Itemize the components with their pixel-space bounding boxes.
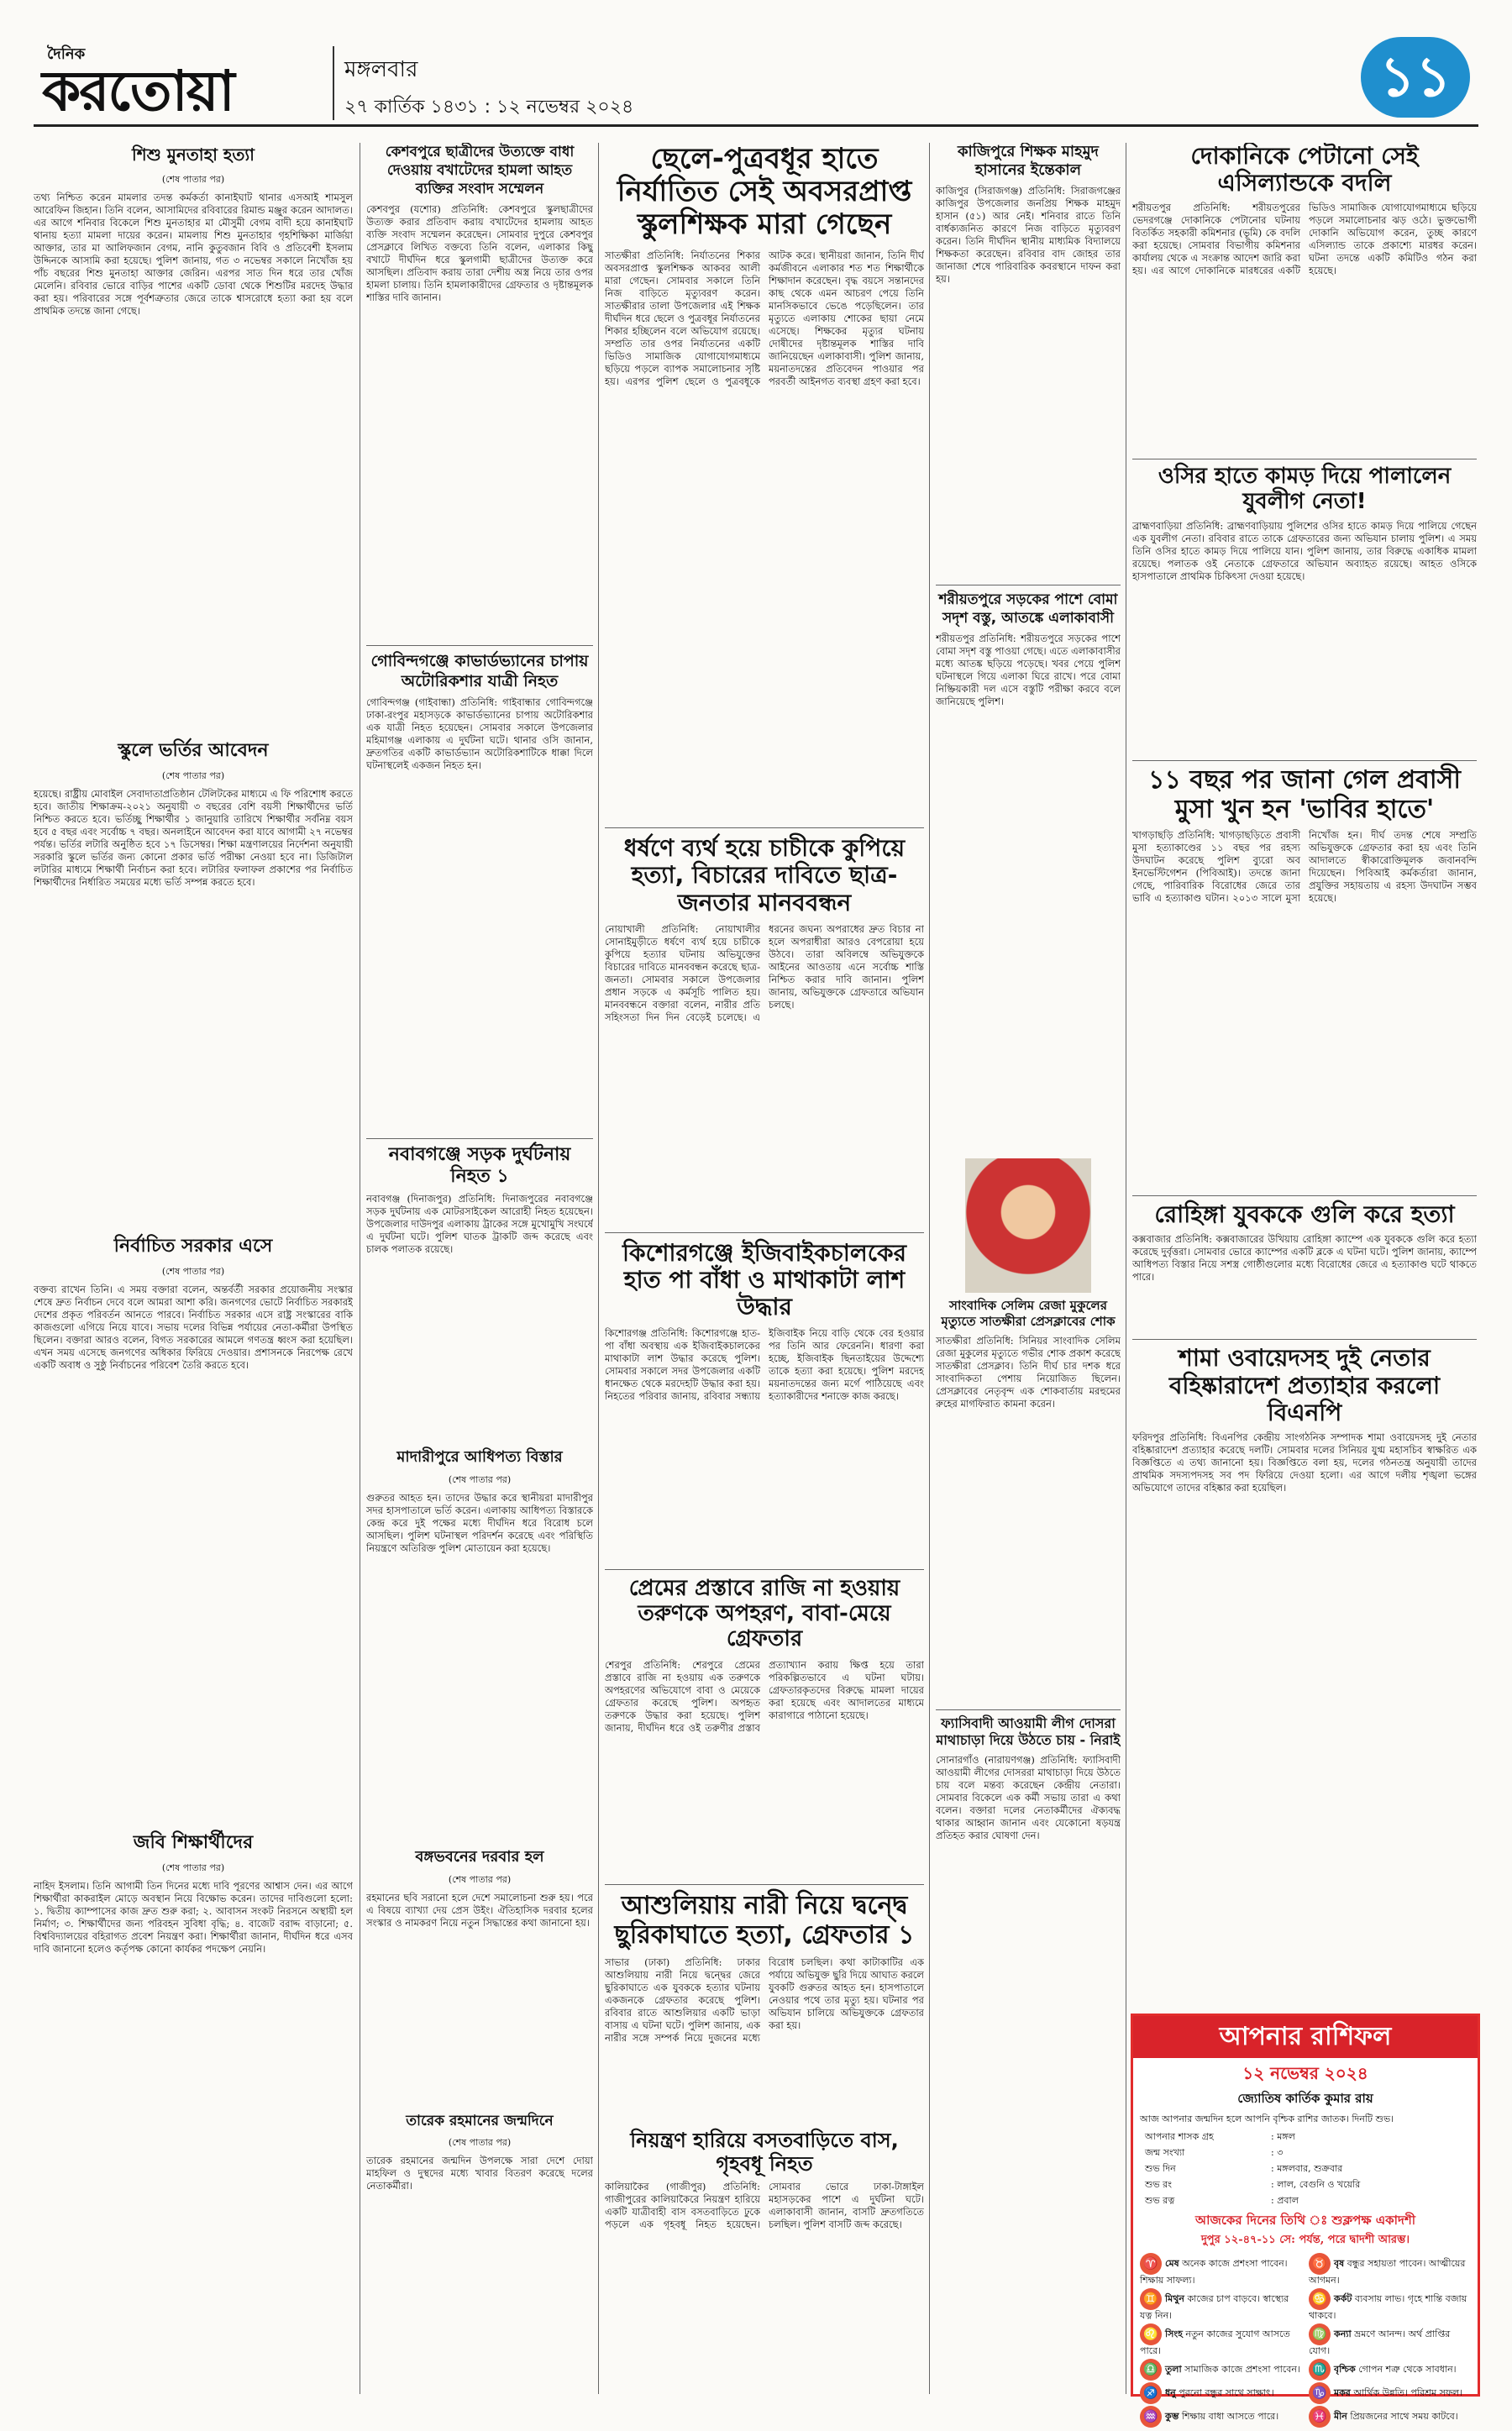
zodiac-icon: ♉ bbox=[1309, 2253, 1331, 2275]
zodiac-icon: ♎ bbox=[1140, 2359, 1162, 2381]
article-body: খাগড়াছড়ি প্রতিনিধি: খাগড়াছড়িতে প্রবাসী মুসা হত্যাকাণ্ডের ১১ বছর পর রহস্য উদঘাটন করেছে পুলিশ ব্যুরো অব ইনভেস্টিগেশন (পিবিআই)। তদন্তে জানা গেছে, পারিবারিক বিরোধের জেরে তার ভাবি এ হত্যাকাণ্ড ঘটান। ২০১৩ সালে মুসা নিখোঁজ হন। দীর্ঘ তদন্ত শেষে সম্প্রতি অভিযুক্তকে গ্রেফতার করা হয় এবং তিনি আদালতে স্বীকারোক্তিমূলক জবানবন্দি দিয়েছেন। পিবিআই কর্মকর্তারা জানান, প্রযুক্তির সহায়তায় এ রহস্য উদঘাটন সম্ভব হয়েছে। bbox=[1132, 829, 1477, 905]
article-body: কক্সবাজার প্রতিনিধি: কক্সবাজারের উখিয়ায় রোহিঙ্গা ক্যাম্পে এক যুবককে গুলি করে হত্যা করেছে দুর্বৃত্তরা। সোমবার ভোরে ক্যাম্পের একটি ব্লকে এ ঘটনা ঘটে। পুলিশ জানায়, ক্যাম্পে আধিপত্য বিস্তার নিয়ে সশস্ত্র গোষ্ঠীগুলোর মধ্যে বিরোধের জেরে এ হত্যাকাণ্ড ঘটে থাকতে পারে। bbox=[1132, 1233, 1477, 1284]
article-body: গুরুতর আহত হন। তাদের উদ্ধার করে স্থানীয়রা মাদারীপুর সদর হাসপাতালে ভর্তি করেন। এলাকায় আধিপত্য বিস্তারকে কেন্দ্র করে দুই পক্ষের মধ্যে দীর্ঘদিন ধরে বিরোধ চলে আসছিল। পুলিশ ঘটনাস্থল পরিদর্শন করেছে এবং পরিস্থিতি নিয়ন্ত্রণে অতিরিক্ত পুলিশ মোতায়েন করা হয়েছে। bbox=[366, 1492, 593, 1554]
horoscope-table-row bbox=[1145, 2193, 1466, 2209]
column-rule bbox=[929, 143, 930, 2394]
article-divider bbox=[1132, 1195, 1477, 1196]
article-divider bbox=[1132, 760, 1477, 761]
zodiac-text: শিক্ষায় বাধা আসতে পারে। bbox=[1179, 2411, 1279, 2422]
headline-bangabhaban: বঙ্গভবনের দরবার হল bbox=[415, 1848, 544, 1866]
zodiac-name: মিথুন bbox=[1165, 2293, 1184, 2304]
article-divider bbox=[605, 1569, 924, 1570]
horoscope-table-row bbox=[1145, 2177, 1466, 2193]
headline-musa: ১১ বছর পর জানা গেল প্রবাসী মুসা খুন হন 'ভাবির হাতে' bbox=[1148, 765, 1461, 824]
horoscope-value: : প্রবাল bbox=[1271, 2195, 1299, 2206]
zodiac-name: তুলা bbox=[1165, 2364, 1182, 2375]
zodiac-icon: ♐ bbox=[1140, 2382, 1162, 2404]
article-body: ব্রাহ্মণবাড়িয়া প্রতিনিধি: ব্রাহ্মণবাড়িয়ায় পুলিশের ওসির হাতে কামড় দিয়ে পালিয়ে গেছেন এক যুবলীগ নেতা। রবিবার রাতে তাকে গ্রেফতারের জন্য অভিযান চালায় পুলিশ। এ সময় তিনি ওসির হাতে কামড় দিয়ে পালিয়ে যান। পুলিশ জানায়, তার বিরুদ্ধে একাধিক মামলা রয়েছে। পলাতক ওই নেতাকে গ্রেফতারে অভিযান অব্যাহত রয়েছে। আহত ওসিকে হাসপাতালে প্রাথমিক চিকিৎসা দেওয়া হয়েছে। bbox=[1132, 520, 1477, 583]
masthead-rule bbox=[34, 124, 1478, 127]
horoscope-key: শুভ রং bbox=[1145, 2179, 1172, 2190]
zodiac-entry bbox=[1140, 2288, 1302, 2322]
zodiac-icon: ♊ bbox=[1140, 2288, 1162, 2310]
center-columns bbox=[605, 143, 924, 2394]
article-body: সাভার (ঢাকা) প্রতিনিধি: ঢাকার আশুলিয়ায় নারী নিয়ে দ্বন্দ্বের জেরে ছুরিকাঘাতে এক যুবককে হত্যার ঘটনায় একজনকে গ্রেফতার করেছে পুলিশ। রবিবার রাতে আশুলিয়ার একটি ভাড়া বাসায় এ ঘটনা ঘটে। পুলিশ জানায়, এক নারীর সঙ্গে সম্পর্ক নিয়ে দুজনের মধ্যে বিরোধ চলছিল। কথা কাটাকাটির এক পর্যায়ে অভিযুক্ত ছুরি দিয়ে আঘাত করলে যুবকটি গুরুতর আহত হন। হাসপাতালে নেওয়ার পথে তার মৃত্যু হয়। ঘটনার পর অভিযান চালিয়ে অভিযুক্তকে গ্রেফতার করা হয়। bbox=[605, 1956, 924, 2045]
zodiac-name: কুম্ভ bbox=[1165, 2411, 1179, 2422]
zodiac-icon: ♋ bbox=[1309, 2288, 1331, 2310]
headline-oc-bite: ওসির হাতে কামড় দিয়ে পালালেন যুবলীগ নেতা! bbox=[1158, 464, 1452, 515]
zodiac-name: মীন bbox=[1334, 2411, 1347, 2422]
article-body: হয়েছে। রাষ্ট্রীয় মোবাইল সেবাদাতাপ্রতিষ্ঠান টেলিটকের মাধ্যমে এ ফি পরিশোধ করতে হবে। জাতীয় শিক্ষাক্রম-২০২১ অনুযায়ী ৩ বছরের বেশি বয়সী শিক্ষার্থীদের ভর্তি নিশ্চিত করতে হবে। ভর্তিচ্ছু শিক্ষার্থীর ১ জানুয়ারি তারিখে শিক্ষার্থীর সর্বনিম্ন বয়স হবে ৫ বছর এবং সর্বোচ্চ ৭ বছর। অনলাইনে আবেদন করা যাবে আগামী ২৭ নভেম্বর পর্যন্ত। ভর্তির লটারি অনুষ্ঠিত হবে ১৭ ডিসেম্বর। শিক্ষা মন্ত্রণালয়ের নির্দেশনা অনুযায়ী সরকারি স্কুলে ভর্তির জন্য কোনো প্রকার ভর্তি পরীক্ষা নেওয়া হবে না। ডিজিটাল লটারির মাধ্যমে শিক্ষার্থী নির্বাচন করা হবে। লটারির ফলাফল প্রকাশের পর নির্বাচিত শিক্ষার্থীদের নির্ধারিত সময়ের মধ্যে ভর্তি সম্পন্ন করতে হবে। bbox=[34, 788, 353, 888]
zodiac-icon: ♓ bbox=[1309, 2406, 1331, 2428]
zodiac-text: সামাজিক কাজে প্রশংসা পাবেন। bbox=[1181, 2364, 1300, 2375]
horoscope-key: জন্ম সংখ্যা bbox=[1145, 2147, 1185, 2158]
article-body: তারেক রহমানের জন্মদিন উপলক্ষে সারা দেশে দোয়া মাহফিল ও দুস্থদের মধ্যে খাবার বিতরণ করেছে দলের নেতাকর্মীরা। bbox=[366, 2155, 593, 2192]
zodiac-name: কর্কট bbox=[1334, 2293, 1352, 2304]
article-body: নবাবগঞ্জ (দিনাজপুর) প্রতিনিধি: দিনাজপুরের নবাবগঞ্জে সড়ক দুর্ঘটনায় এক মোটরসাইকেল আরোহী নিহত হয়েছেন। উপজেলার দাউদপুর এলাকায় ট্রাকের সঙ্গে মুখোমুখি সংঘর্ষে এ দুর্ঘটনা ঘটে। পুলিশ ঘাতক ট্রাকটি জব্দ করেছে এবং চালক পলাতক রয়েছে। bbox=[366, 1193, 593, 1255]
headline-nawabganj: নবাবগঞ্জে সড়ক দুর্ঘটনায় নিহত ১ bbox=[388, 1144, 571, 1187]
masthead bbox=[0, 0, 1512, 126]
lead-article-body: সাতক্ষীরা প্রতিনিধি: নির্যাতনের শিকার অবসরপ্রাপ্ত স্কুলশিক্ষক আকবর আলী মারা গেছেন। সোমবার সকালে তিনি নিজ বাড়িতে মৃত্যুবরণ করেন। সাতক্ষীরার তালা উপজেলার এই শিক্ষক দীর্ঘদিন ধরে ছেলে ও পুত্রবধূর নির্যাতনের শিকার হচ্ছিলেন বলে অভিযোগ রয়েছে। সম্প্রতি তার ওপর নির্যাতনের একটি ভিডিও সামাজিক যোগাযোগমাধ্যমে ছড়িয়ে পড়লে ব্যাপক সমালোচনার সৃষ্টি হয়। এরপর পুলিশ ছেলে ও পুত্রবধূকে আটক করে। স্থানীয়রা জানান, তিনি দীর্ঘ কর্মজীবনে এলাকার শত শত শিক্ষার্থীকে শিক্ষাদান করেছেন। বৃদ্ধ বয়সে সন্তানদের কাছ থেকে এমন আচরণ পেয়ে তিনি মানসিকভাবে ভেঙে পড়েছিলেন। তার মৃত্যুতে এলাকায় শোকের ছায়া নেমে এসেছে। শিক্ষকের মৃত্যুর ঘটনায় দোষীদের দৃষ্টান্তমূলক শাস্তির দাবি জানিয়েছেন এলাকাবাসী। পুলিশ জানায়, ময়নাতদন্তের প্রতিবেদন পাওয়ার পর পরবর্তী আইনগত ব্যবস্থা গ্রহণ করা হবে। bbox=[605, 249, 924, 388]
article-body: শেরপুর প্রতিনিধি: শেরপুরে প্রেমের প্রস্তাবে রাজি না হওয়ায় এক তরুণকে অপহরণের অভিযোগে বাবা ও মেয়েকে গ্রেফতার করেছে পুলিশ। অপহৃত তরুণকে উদ্ধার করা হয়েছে। পুলিশ জানায়, দীর্ঘদিন ধরে ওই তরুণীর প্রস্তাব প্রত্যাখ্যান করায় ক্ষিপ্ত হয়ে তারা পরিকল্পিতভাবে এ ঘটনা ঘটায়। গ্রেফতারকৃতদের বিরুদ্ধে মামলা দায়ের করা হয়েছে এবং আদালতের মাধ্যমে কারাগারে পাঠানো হয়েছে। bbox=[605, 1659, 924, 1735]
zodiac-text: ভ্রমণে আনন্দ। অর্থ প্রাপ্তির যোগ। bbox=[1309, 2329, 1451, 2356]
column-rule bbox=[598, 143, 599, 2394]
zodiac-entry bbox=[1140, 2406, 1302, 2428]
tithi-time: দুপুর ১২-৪৭-১১ সে: পর্যন্ত, পরে দ্বাদশী আরম্ভ। bbox=[1200, 2234, 1410, 2246]
headline-awami-league: ফ্যাসিবাদী আওয়ামী লীগ দোসরা মাথাচাড়া দিয়ে উঠতে চায় - নিরাই bbox=[936, 1715, 1121, 1748]
continuation-note: (শেষ পাতার পর) bbox=[161, 770, 225, 781]
zodiac-entry bbox=[1309, 2406, 1471, 2428]
headline-kaliakair: নিয়ন্ত্রণ হারিয়ে বসতবাড়িতে বাস, গৃহবধূ নিহত bbox=[630, 2129, 899, 2176]
zodiac-entry bbox=[1140, 2323, 1302, 2357]
article-body: নোয়াখালী প্রতিনিধি: নোয়াখালীর সোনাইমুড়ীতে ধর্ষণে ব্যর্থ হয়ে চাচীকে কুপিয়ে হত্যার ঘটনায় অভিযুক্তের বিচারের দাবিতে মানববন্ধন করেছে ছাত্র-জনতা। সোমবার সকালে উপজেলার প্রধান সড়কে এ কর্মসূচি পালিত হয়। মানববন্ধনে বক্তারা বলেন, নারীর প্রতি সহিংসতা দিন দিন বেড়েই চলেছে। এ ধরনের জঘন্য অপরাধের দ্রুত বিচার না হলে অপরাধীরা আরও বেপরোয়া হয়ে উঠবে। তারা অবিলম্বে অভিযুক্তকে আইনের আওতায় এনে সর্বোচ্চ শাস্তি নিশ্চিত করার দাবি জানান। পুলিশ জানায়, অভিযুক্তকে গ্রেফতারে অভিযান চলছে। bbox=[605, 922, 924, 1023]
issue-day: মঙ্গলবার bbox=[344, 57, 418, 82]
headline-jnu-students: জবি শিক্ষার্থীদের bbox=[133, 1832, 254, 1853]
headline-munataha: শিশু মুনতাহা হত্যা bbox=[132, 144, 255, 165]
zodiac-entry bbox=[1309, 2359, 1471, 2381]
zodiac-text: নতুন কাজের সুযোগ আসতে পারে। bbox=[1140, 2329, 1290, 2356]
zodiac-name: মেষ bbox=[1165, 2258, 1179, 2269]
horoscope-value: : মঙ্গলবার, শুক্রবার bbox=[1271, 2163, 1343, 2174]
headline-rohingya: রোহিঙ্গা যুবককে গুলি করে হত্যা bbox=[1154, 1200, 1455, 1229]
article-divider bbox=[605, 827, 924, 828]
horoscope-value: : মঙ্গল bbox=[1271, 2131, 1295, 2142]
article-body: সাতক্ষীরা প্রতিনিধি: সিনিয়র সাংবাদিক সেলিম রেজা মুকুলের মৃত্যুতে গভীর শোক প্রকাশ করেছে সাতক্ষীরা প্রেসক্লাব। তিনি দীর্ঘ চার দশক ধরে সাংবাদিকতা পেশায় নিয়োজিত ছিলেন। প্রেসক্লাবের নেতৃবৃন্দ এক শোকবার্তায় মরহুমের রুহের মাগফিরাত কামনা করেন। bbox=[936, 1335, 1121, 1410]
zodiac-entry bbox=[1140, 2359, 1302, 2381]
article-divider bbox=[605, 1884, 924, 1885]
article-body: শরীয়তপুর প্রতিনিধি: শরীয়তপুরে সড়কের পাশে বোমা সদৃশ বস্তু পাওয়া গেছে। এতে এলাকাবাসীর মধ্যে আতঙ্ক ছড়িয়ে পড়েছে। খবর পেয়ে পুলিশ ঘটনাস্থলে গিয়ে এলাকা ঘিরে রাখে। পরে বোমা নিষ্ক্রিয়কারী দল এসে বস্তুটি পরীক্ষা করবে বলে জানিয়েছে পুলিশ। bbox=[936, 633, 1121, 707]
zodiac-text: প্রিয়জনের সাথে সময় কাটবে। bbox=[1347, 2411, 1458, 2422]
masthead-divider bbox=[333, 46, 334, 120]
headline-elected-government: নির্বাচিত সরকার এসে bbox=[113, 1236, 273, 1257]
article-divider bbox=[605, 1232, 924, 1233]
continuation-note: (শেষ পাতার পর) bbox=[448, 2137, 512, 2148]
horoscope-key: শুভ দিন bbox=[1145, 2163, 1176, 2174]
column-4 bbox=[936, 143, 1121, 2394]
horoscope-value: : ৩ bbox=[1271, 2147, 1284, 2158]
horoscope-table bbox=[1133, 2129, 1478, 2209]
zodiac-icon: ♌ bbox=[1140, 2323, 1162, 2345]
journalist-photo bbox=[965, 1158, 1091, 1293]
horoscope-title: আপনার রাশিফল bbox=[1133, 2016, 1478, 2058]
zodiac-icon: ♈ bbox=[1140, 2253, 1162, 2275]
article-divider bbox=[366, 1138, 593, 1139]
article-body: শরীয়তপুর প্রতিনিধি: শরীয়তপুরের ভেদরগঞ্জে দোকানিকে পেটানোর ঘটনায় বিতর্কিত সহকারী কমিশনার (ভূমি) কে বদলি করা হয়েছে। সোমবার বিভাগীয় কমিশনার কার্যালয় থেকে এ সংক্রান্ত আদেশ জারি করা হয়। এর আগে দোকানিকে মারধরের একটি ভিডিও সামাজিক যোগাযোগমাধ্যমে ছড়িয়ে পড়লে সমালোচনার ঝড় ওঠে। ভুক্তভোগী দোকানি অভিযোগ করেন, তুচ্ছ কারণে এসিল্যান্ড তাকে প্রকাশ্যে মারধর করেন। ঘটনা তদন্তে একটি কমিটিও গঠন করা হয়েছে। bbox=[1132, 202, 1477, 277]
headline-shama-obaed: শামা ওবায়েদসহ দুই নেতার বহিষ্কারাদেশ প্রত্যাহার করলো বিএনপি bbox=[1168, 1344, 1441, 1426]
horoscope-key: আপনার শাসক গ্রহ bbox=[1145, 2131, 1214, 2142]
headline-shariatpur: শরীয়তপুরে সড়কের পাশে বোমা সদৃশ বস্তু, আতঙ্কে এলাকাবাসী bbox=[938, 591, 1118, 627]
zodiac-icon: ♍ bbox=[1309, 2323, 1331, 2345]
zodiac-text: পুরনো বন্ধুর সাথে সাক্ষাৎ। bbox=[1175, 2387, 1274, 2398]
article-body: কাজিপুর (সিরাজগঞ্জ) প্রতিনিধি: সিরাজগঞ্জের কাজিপুর উপজেলার জনপ্রিয় শিক্ষক মাহমুদ হাসান (৫১) আর নেই। শনিবার রাতে তিনি বার্ধক্যজনিত কারণে নিজ বাড়িতে মৃত্যুবরণ করেন। তিনি দীর্ঘদিন স্থানীয় মাধ্যমিক বিদ্যালয়ে শিক্ষকতা করেছেন। রবিবার বাদ জোহর তার জানাজা শেষে পারিবারিক কবরস্থানে দাফন করা হয়। bbox=[936, 185, 1121, 285]
continuation-note: (শেষ পাতার পর) bbox=[161, 1862, 225, 1873]
horoscope-table-row bbox=[1145, 2145, 1466, 2161]
page-number-badge: ১১ bbox=[1361, 37, 1470, 118]
article-divider bbox=[366, 645, 593, 646]
article-divider bbox=[1132, 1339, 1477, 1340]
zodiac-entry bbox=[1309, 2323, 1471, 2357]
headline-school-admission: স্কুলে ভর্তির আবেদন bbox=[118, 740, 269, 761]
article-body: কেশবপুর (যশোর) প্রতিনিধি: কেশবপুরে স্কুলছাত্রীদের উত্যক্ত করার প্রতিবাদ করায় বখাটেদের হামলায় আহত ব্যক্তি সংবাদ সম্মেলন করেছেন। সোমবার দুপুরে কেশবপুর প্রেসক্লাবে লিখিত বক্তব্যে তিনি বলেন, এলাকার কিছু বখাটে দীর্ঘদিন ধরে স্কুলগামী ছাত্রীদের উত্যক্ত করে আসছিল। প্রতিবাদ করায় তারা দেশীয় অস্ত্র নিয়ে তার ওপর হামলা চালায়। তিনি হামলাকারীদের গ্রেফতার ও দৃষ্টান্তমূলক শাস্তির দাবি জানান। bbox=[366, 203, 593, 303]
issue-date: ২৭ কার্তিক ১৪৩১ : ১২ নভেম্বর ২০২৪ bbox=[344, 97, 634, 118]
zodiac-text: ব্যবসায় লাভ। গৃহে শান্তি বজায় থাকবে। bbox=[1309, 2293, 1467, 2321]
headline-ashulia: আশুলিয়ায় নারী নিয়ে দ্বন্দ্বে ছুরিকাঘাতে হত্যা, গ্রেফতার ১ bbox=[614, 1891, 915, 1950]
zodiac-entry bbox=[1309, 2253, 1471, 2287]
zodiac-name: কন্যা bbox=[1334, 2329, 1352, 2339]
horoscope-table-row bbox=[1145, 2161, 1466, 2177]
continuation-note: (শেষ পাতার পর) bbox=[448, 1874, 512, 1885]
zodiac-name: মকর bbox=[1334, 2387, 1351, 2398]
article-body: তথ্য নিশ্চিত করেন মামলার তদন্ত কর্মকর্তা কানাইঘাট থানার এসআই শামসুল আরেফিন জিহান। তিনি বলেন, আসামিদের রবিবারের রিমান্ড মঞ্জুর করেন আদালত। এর আগে শনিবার বিকেলে শিশু মুনতাহার মা মৌসুমী বেগম বাদী হয়ে কানাইঘাট থানায় হত্যা মামলা দায়ের করেন। মামলায় শিশু মুনতাহার গৃহশিক্ষিকা মার্জিয়া আক্তার, তার মা আলিফজান বেগম, নানি কুতুবজান বিবি ও প্রতিবেশী ইসলাম উদ্দিনকে আসামি করা হয়েছে। পুলিশ জানায়, গত ৩ নভেম্বর সকালে নিখোঁজ হয় পাঁচ বছরের শিশু মুনতাহা আক্তার জেরিন। এরপর সাত দিন ধরে তার খোঁজ মেলেনি। রবিবার ভোরে বাড়ির পাশের একটি ডোবা থেকে শিশুটির মরদেহ উদ্ধার করা হয়। পরিবারের সঙ্গে পূর্বশত্রুতার জেরে তাকে শ্বাসরোধে হত্যা করা হয় বলে প্রাথমিক তদন্তে জানা গেছে। bbox=[34, 192, 353, 317]
headline-kishoreganj: কিশোরগঞ্জে ইজিবাইকচালকের হাত পা বাঁধা ও মাথাকাটা লাশ উদ্ধার bbox=[622, 1238, 907, 1321]
zodiac-icon: ♒ bbox=[1140, 2406, 1162, 2428]
zodiac-name: বৃশ্চিক bbox=[1334, 2364, 1356, 2375]
article-body: কিশোরগঞ্জ প্রতিনিধি: কিশোরগঞ্জে হাত-পা বাঁধা অবস্থায় এক ইজিবাইকচালকের মাথাকাটা লাশ উদ্ধার করেছে পুলিশ। সোমবার সকালে সদর উপজেলার একটি ধানক্ষেত থেকে মরদেহটি উদ্ধার করা হয়। নিহতের পরিবার জানায়, রবিবার সন্ধ্যায় ইজিবাইক নিয়ে বাড়ি থেকে বের হওয়ার পর তিনি আর ফেরেননি। ধারণা করা হচ্ছে, ইজিবাইক ছিনতাইয়ের উদ্দেশ্যে তাকে হত্যা করা হয়েছে। পুলিশ মরদেহ ময়নাতদন্তের জন্য মর্গে পাঠিয়েছে এবং হত্যাকারীদের শনাক্তে কাজ করছে। bbox=[605, 1327, 924, 1403]
article-divider bbox=[936, 1709, 1121, 1710]
continuation-note: (শেষ পাতার পর) bbox=[161, 174, 225, 185]
headline-tarique: তারেক রহমানের জন্মদিনে bbox=[406, 2113, 554, 2129]
headline-keshabpur: কেশবপুরে ছাত্রীদের উত্যক্তে বাধা দেওয়ায় বখাটেদের হামলা আহত ব্যক্তির সংবাদ সম্মেলন bbox=[385, 144, 575, 197]
article-body: গোবিন্দগঞ্জ (গাইবান্ধা) প্রতিনিধি: গাইবান্ধার গোবিন্দগঞ্জে ঢাকা-রংপুর মহাসড়কে কাভার্ডভ্যানের চাপায় অটোরিকশার এক যাত্রী নিহত হয়েছেন। সোমবার সকালে উপজেলার মহিমাগঞ্জ এলাকায় এ দুর্ঘটনা ঘটে। থানার ওসি জানান, দ্রুতগতির একটি কাভার্ডভ্যান অটোরিকশাটিকে ধাক্কা দিলে ঘটনাস্থলেই একজন নিহত হন। bbox=[366, 696, 593, 771]
horoscope-author: জ্যোতিষ কার্তিক কুমার রায় bbox=[1237, 2091, 1373, 2106]
article-body: নাহিদ ইসলাম। তিনি আগামী তিন দিনের মধ্যে দাবি পূরণের আশ্বাস দেন। এর আগে শিক্ষার্থীরা কাকরাইল মোড়ে অবস্থান নিয়ে বিক্ষোভ করেন। তাদের দাবিগুলো হলো: ১. দ্বিতীয় ক্যাম্পাসের কাজ দ্রুত শুরু করা; ২. আবাসন সংকট নিরসনে অস্থায়ী হল নির্মাণ; ৩. শিক্ষার্থীদের জন্য পরিবহন সুবিধা বৃদ্ধি; ৪. বাজেট বরাদ্দ বাড়ানো; ৫. বিশ্ববিদ্যালয়ের বহিরাগত প্রবেশ নিয়ন্ত্রণ করা। শিক্ষার্থীরা জানান, দীর্ঘদিন ধরে এসব দাবি জানানো হলেও কর্তৃপক্ষ কোনো কার্যকর পদক্ষেপ নেয়নি। bbox=[34, 1880, 353, 1955]
headline-acland: দোকানিকে পেটানো সেই এসিল্যান্ডকে বদলি bbox=[1190, 143, 1419, 197]
article-body: সোনারগাঁও (নারায়ণগঞ্জ) প্রতিনিধি: ফ্যাসিবাদী আওয়ামী লীগের দোসররা মাথাচাড়া দিয়ে উঠতে চায় বলে মন্তব্য করেছেন কেন্দ্রীয় নেতারা। সোমবার বিকেলে এক কর্মী সভায় তারা এ কথা বলেন। বক্তারা দলের নেতাকর্মীদের ঐক্যবদ্ধ থাকার আহ্বান জানান এবং যেকোনো ষড়যন্ত্র প্রতিহত করার ঘোষণা দেন। bbox=[936, 1754, 1121, 1841]
continuation-note: (শেষ পাতার পর) bbox=[161, 1266, 225, 1277]
continuation-note: (শেষ পাতার পর) bbox=[448, 1474, 512, 1485]
horoscope-box bbox=[1131, 2014, 1480, 2423]
tithi-line: আজকের দিনের তিথি ঃ শুক্লপক্ষ একাদশী bbox=[1194, 2213, 1416, 2228]
column-5 bbox=[1132, 143, 1477, 2003]
zodiac-name: বৃষ bbox=[1334, 2258, 1345, 2269]
lead-headline: ছেলে-পুত্রবধূর হাতে নির্যাতিত সেই অবসরপ্রাপ্ত স্কুলশিক্ষক মারা গেছেন bbox=[617, 143, 912, 242]
zodiac-text: অনেক কাজে প্রশংসা পাবেন। শিক্ষায় সাফল্য। bbox=[1140, 2258, 1288, 2286]
horoscope-intro: আজ আপনার জন্মদিন হলে আপনি বৃশ্চিক রাশির জাতক। দিনটি শুভ। bbox=[1140, 2113, 1394, 2124]
zodiac-entry bbox=[1309, 2382, 1471, 2404]
article-body: ফরিদপুর প্রতিনিধি: বিএনপির কেন্দ্রীয় সাংগঠনিক সম্পাদক শামা ওবায়েদসহ দুই নেতার বহিষ্কারাদেশ প্রত্যাহার করেছে দলটি। সোমবার দলের সিনিয়র যুগ্ম মহাসচিব স্বাক্ষরিত এক বিজ্ঞপ্তিতে এ তথ্য জানানো হয়। বিজ্ঞপ্তিতে বলা হয়, দলের গঠনতন্ত্র অনুযায়ী তাদের প্রাথমিক সদস্যপদসহ সব পদ ফিরিয়ে দেওয়া হলো। এর আগে দলীয় শৃঙ্খলা ভঙ্গের অভিযোগে তাদের বহিষ্কার করা হয়েছিল। bbox=[1132, 1431, 1477, 1494]
zodiac-name: ধনু bbox=[1165, 2387, 1176, 2398]
logo-prefix: দৈনিক bbox=[47, 45, 86, 63]
headline-sherpur: প্রেমের প্রস্তাবে রাজি না হওয়ায় তরুণকে অপহরণ, বাবা-মেয়ে গ্রেফতার bbox=[628, 1576, 900, 1652]
column-1 bbox=[34, 143, 353, 2394]
zodiac-icon: ♑ bbox=[1309, 2382, 1331, 2404]
zodiac-text: গোপন শত্রু থেকে সাবধান। bbox=[1355, 2364, 1457, 2375]
article-body: বক্তব্য রাখেন তিনি। এ সময় বক্তারা বলেন, অন্তর্বর্তী সরকার প্রয়োজনীয় সংস্কার শেষে দ্রুত নির্বাচন দেবে বলে আমরা আশা করি। জনগণের ভোটে নির্বাচিত সরকারই দেশের প্রকৃত পরিবর্তন আনতে পারবে। নির্বাচিত সরকার এসে রাষ্ট্র সংস্কারের বাকি কাজগুলো এগিয়ে নিয়ে যাবে। সভায় দলের বিভিন্ন পর্যায়ের নেতা-কর্মীরা উপস্থিত ছিলেন। বক্তারা আরও বলেন, বিগত সরকারের আমলে গণতন্ত্র ধ্বংস করা হয়েছিল। এখন সময় এসেছে জনগণের অধিকার ফিরিয়ে দেওয়ার। প্রশাসনকে নিরপেক্ষ রেখে একটি অবাধ ও সুষ্ঠু নির্বাচনের পরিবেশ তৈরি করতে হবে। bbox=[34, 1284, 353, 1371]
horoscope-date: ১২ নভেম্বর ২০২৪ bbox=[1242, 2063, 1368, 2083]
horoscope-table-row bbox=[1145, 2129, 1466, 2145]
zodiac-entry bbox=[1140, 2382, 1302, 2404]
photo-caption: সাংবাদিক সেলিম রেজা মুকুলের মৃত্যুতে সাতক্ষীরা প্রেসক্লাবের শোক bbox=[941, 1298, 1116, 1329]
horoscope-value: : লাল, বেগুনি ও খয়েরি bbox=[1271, 2179, 1361, 2190]
zodiac-grid bbox=[1133, 2250, 1478, 2431]
newspaper-logo: করতোয়া bbox=[42, 59, 234, 123]
zodiac-name: সিংহ bbox=[1165, 2329, 1183, 2339]
headline-gobindaganj: গোবিন্দগঞ্জে কাভার্ডভ্যানের চাপায় অটোরিকশার যাত্রী নিহত bbox=[370, 652, 589, 690]
article-body: কালিয়াকৈর (গাজীপুর) প্রতিনিধি: গাজীপুরের কালিয়াকৈরে নিয়ন্ত্রণ হারিয়ে একটি যাত্রীবাহী বাস বসতবাড়িতে ঢুকে পড়লে এক গৃহবধূ নিহত হয়েছেন। সোমবার ভোরে ঢাকা-টাঙ্গাইল মহাসড়কের পাশে এ দুর্ঘটনা ঘটে। এলাকাবাসী জানান, বাসটি দ্রুতগতিতে চলছিল। পুলিশ বাসটি জব্দ করেছে। bbox=[605, 2181, 924, 2231]
zodiac-entry bbox=[1140, 2253, 1302, 2287]
zodiac-icon: ♏ bbox=[1309, 2359, 1331, 2381]
zodiac-text: বন্ধুর সহায়তা পাবেন। আত্মীয়ের আগমন। bbox=[1309, 2258, 1466, 2286]
zodiac-text: কাজের চাপ বাড়বে। স্বাস্থ্যের যত্ন নিন। bbox=[1140, 2293, 1289, 2321]
headline-noakhali: ধর্ষণে ব্যর্থ হয়ে চাচীকে কুপিয়ে হত্যা, বিচারের দাবিতে ছাত্র-জনতার মানববন্ধন bbox=[623, 834, 906, 916]
article-body: রহমানের ছবি সরানো হলে দেশে সমালোচনা শুরু হয়। পরে এ বিষয়ে ব্যাখ্যা দেয় প্রেস উইং। ঐতিহাসিক দরবার হলের সংস্কার ও নামকরণ নিয়ে নতুন সিদ্ধান্তের কথা জানানো হয়। bbox=[366, 1892, 593, 1929]
horoscope-key: শুভ রত্ন bbox=[1145, 2195, 1175, 2206]
headline-kazipur: কাজিপুরে শিক্ষক মাহমুদ হাসানের ইন্তেকাল bbox=[957, 143, 1100, 179]
column-2 bbox=[366, 143, 593, 2394]
zodiac-text: আর্থিক উন্নতি। পরিশ্রম সফল। bbox=[1350, 2387, 1463, 2398]
zodiac-entry bbox=[1309, 2288, 1471, 2322]
headline-madaripur: মাদারীপুরে আধিপত্য বিস্তার bbox=[396, 1448, 563, 1466]
